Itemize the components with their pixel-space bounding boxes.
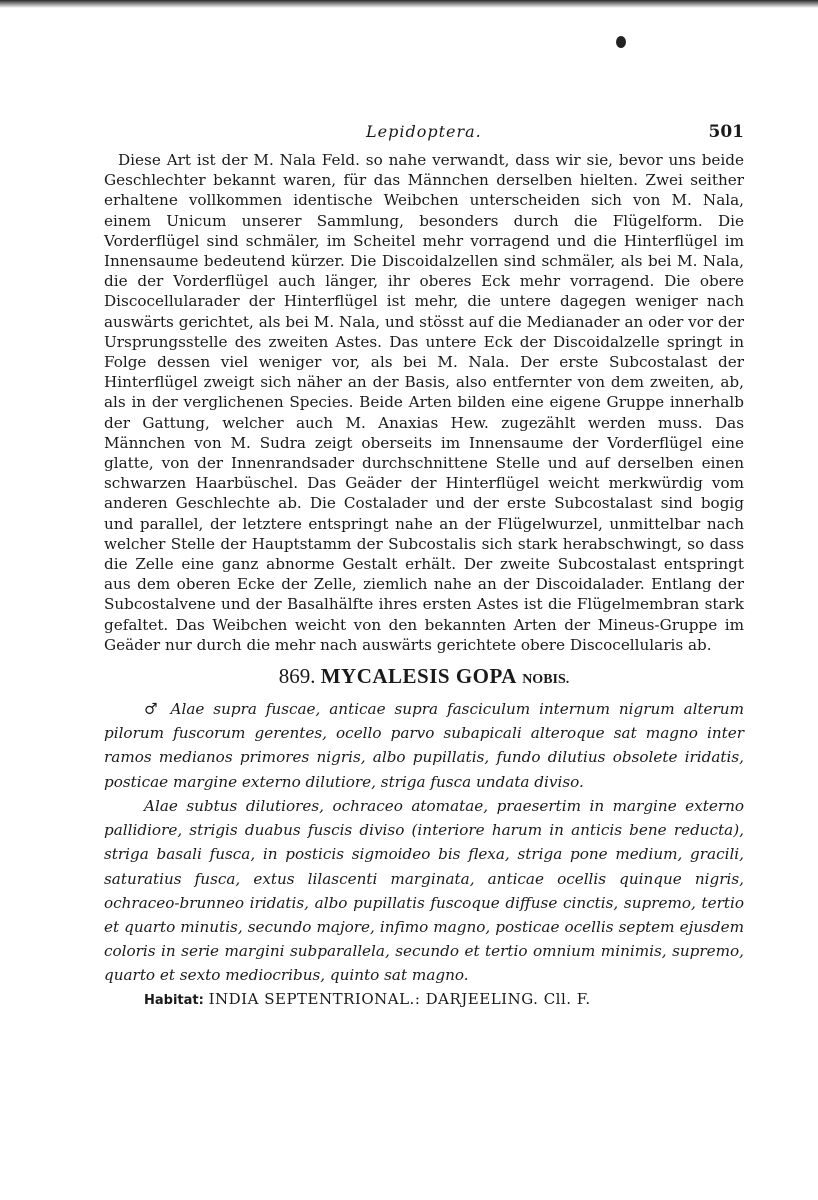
- habitat-label: Habitat:: [144, 992, 204, 1008]
- species-number: 869.: [278, 664, 316, 689]
- species-author: NOBIS.: [522, 672, 570, 688]
- scan-edge-shadow: [0, 0, 818, 8]
- species-name: MYCALESIS GOPA: [320, 664, 517, 689]
- habitat-value: INDIA SEPTENTRIONAL.: DARJEELING. Cll. F.: [208, 989, 591, 1008]
- species-heading: [104, 663, 744, 693]
- habitat-line: [104, 988, 744, 1012]
- latin-description-underside: Alae subtus dilutiores, ochraceo atomatae, praesertim in margine externo pallidiore, strigis duabus fuscis diviso (interiore harum in anticis bene reducta), striga basali fusca, in posticis sigmoideo bis flexa, striga pone medium, gracili, saturatius fusca, extus lilascenti marginata, anticae ocellis quinque nigris, ochraceo-brunneo iridatis, albo pupillatis fuscoque diffuse cinctis, supremo, tertio et quarto minutis, secundo majore, infimo magno, posticae ocellis septem ejusdem coloris in serie margini subparallela, secundo et tertio omnium minimis, supremo, quarto et sexto mediocribus, quinto sat magno.: [104, 796, 744, 985]
- running-header: [104, 118, 744, 148]
- running-title: Lepidoptera.: [366, 122, 482, 141]
- page-number: 501: [708, 122, 744, 142]
- latin-description-upperside: ♂ Alae supra fuscae, anticae supra fasciculum internum nigrum alterum pilorum fuscorum gerentes, ocello parvo subapicali alteroque sat magno inter ramos medianos primores nigris, albo pupillatis, fundo dilutius obsolete iridatis, posticae margine externo dilutiore, striga fusca undata diviso.: [104, 700, 744, 791]
- book-page: [104, 118, 744, 1012]
- description-paragraph: Diese Art ist der M. Nala Feld. so nahe verwandt, dass wir sie, bevor uns beide Geschlechter bekannt waren, für das Männchen derselben hielten. Zwei seither erhaltene vollkommen identische Weibchen unterscheiden sich von M. Nala, einem Unicum unserer Sammlung, besonders durch die Flügelform. Die Vorderflügel sind schmäler, im Scheitel mehr vorragend und die Hinterflügel im Innensaume bedeutend kürzer. Die Discoidalzellen sind schmäler, als bei M. Nala, die der Vorderflügel auch länger, ihr oberes Eck mehr vorragend. Die obere Discocellularader der Hinterflügel ist mehr, die untere dagegen weniger nach auswärts gerichtet, als bei M. Nala, und stösst auf die Medianader an oder vor der Ursprungsstelle des zweiten Astes. Das untere Eck der Discoidalzelle springt in Folge dessen viel weniger vor, als bei M. Nala. Der erste Subcostalast der Hinterflügel zweigt sich näher an der Basis, also entfernter von dem zweiten, ab, als in der verglichenen Species. Beide Arten bilden eine eigene Gruppe innerhalb der Gattung, welcher auch M. Anaxias Hew. zugezählt werden muss. Das Männchen von M. Sudra zeigt oberseits im Innensaume der Vorderflügel eine glatte, von der Innenrandsader durchschnittene Stelle und auf derselben einen schwarzen Haarbüschel. Das Geäder der Hinterflügel weicht merkwürdig vom anderen Geschlechte ab. Die Costalader und der erste Subcostalast sind bogig und parallel, der letztere entspringt nahe an der Flügelwurzel, unmittelbar nach welcher Stelle der Hauptstamm der Subcostalis sich stark herabschwingt, so dass die Zelle eine ganz abnorme Gestalt erhält. Der zweite Subcostalast entspringt aus dem oberen Ecke der Zelle, ziemlich nahe an der Discoidalader. Entlang der Subcostalvene und der Basalhälfte ihres ersten Astes ist die Flügelmembran stark gefaltet. Das Weibchen weicht von den bekannten Arten der Mineus-Gruppe im Geäder nur durch die mehr nach auswärts gerichtete obere Discocellularis ab.: [104, 151, 744, 654]
- ink-blot: [616, 36, 626, 48]
